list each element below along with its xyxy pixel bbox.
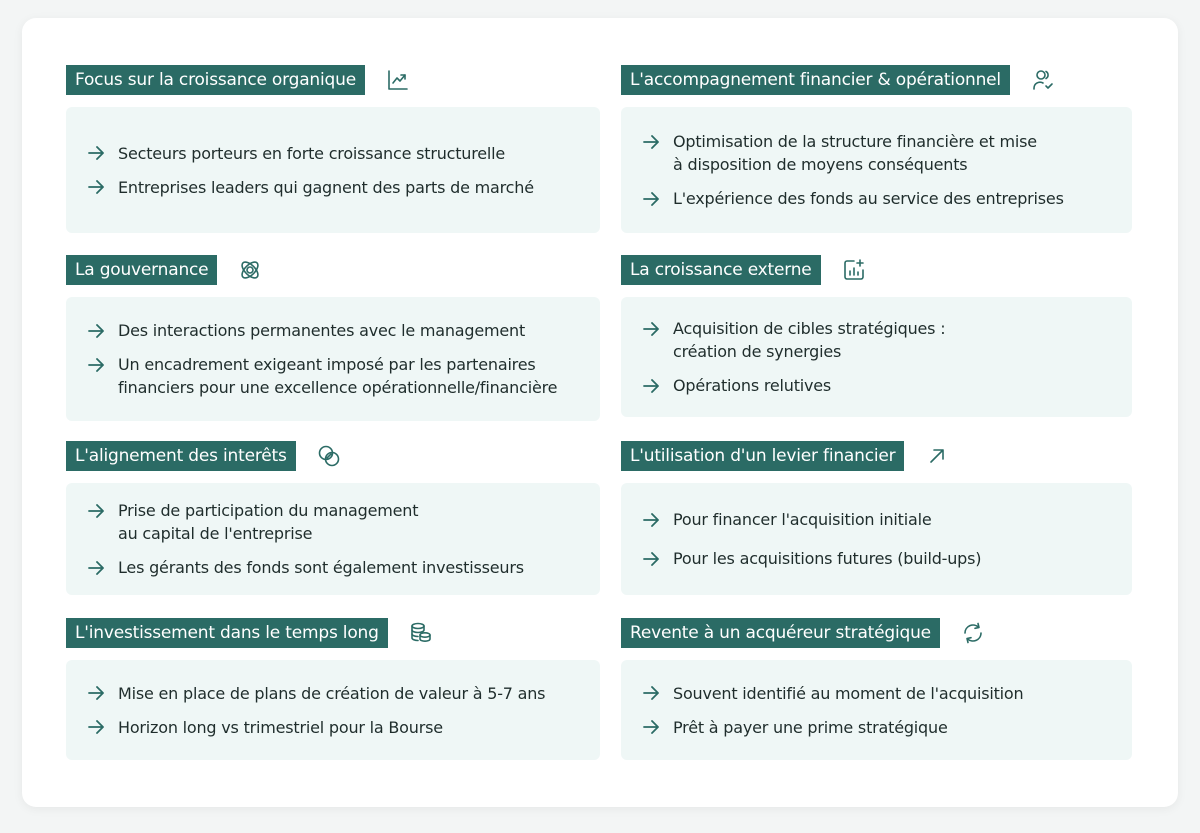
refresh-cycle-icon xyxy=(960,620,986,646)
trending-chart-icon xyxy=(385,67,411,93)
arrow-right-icon xyxy=(88,353,106,376)
section-title: L'investissement dans le temps long xyxy=(66,618,388,648)
content-card xyxy=(22,18,1178,807)
list-item: Secteurs porteurs en forte croissance structurelle xyxy=(88,142,580,165)
arrow-right-icon xyxy=(643,374,661,397)
section-panel xyxy=(66,483,600,595)
list-item: Des interactions permanentes avec le management xyxy=(88,319,580,342)
list-item: Entreprises leaders qui gagnent des parts de marché xyxy=(88,176,580,199)
list-item: Un encadrement exigeant imposé par les partenaires financiers pour une excellence opérationnelle/financière xyxy=(88,353,580,399)
list-item: Prise de participation du management au capital de l'entreprise xyxy=(88,499,580,545)
arrow-right-icon xyxy=(88,682,106,705)
section-title: La croissance externe xyxy=(621,255,821,285)
arrow-right-icon xyxy=(643,508,661,531)
list-item: Pour financer l'acquisition initiale xyxy=(643,508,1112,531)
section-external-growth xyxy=(621,255,1132,395)
list-item: Mise en place de plans de création de valeur à 5-7 ans xyxy=(88,682,580,705)
section-panel xyxy=(621,107,1132,233)
section-interest-alignment xyxy=(66,441,600,577)
arrow-right-icon xyxy=(643,317,661,340)
section-title: L'utilisation d'un levier financier xyxy=(621,441,904,471)
section-financial-leverage xyxy=(621,441,1132,568)
section-panel xyxy=(66,107,600,233)
list-item: L'expérience des fonds au service des entreprises xyxy=(643,187,1112,210)
section-governance xyxy=(66,255,600,397)
arrow-right-icon xyxy=(88,716,106,739)
list-item: Les gérants des fonds sont également investisseurs xyxy=(88,556,580,579)
list-item: Optimisation de la structure financière et mise à disposition de moyens conséquents xyxy=(643,130,1112,176)
section-title: L'accompagnement financier & opérationnel xyxy=(621,65,1010,95)
bar-chart-add-icon xyxy=(841,257,867,283)
arrow-right-icon xyxy=(88,319,106,342)
arrow-right-icon xyxy=(643,547,661,570)
list-item: Prêt à payer une prime stratégique xyxy=(643,716,1112,739)
section-organic-growth xyxy=(66,65,600,197)
list-item: Opérations relutives xyxy=(643,374,1112,397)
section-panel xyxy=(621,297,1132,417)
section-panel xyxy=(621,483,1132,595)
coins-stack-icon xyxy=(408,620,434,646)
arrow-right-icon xyxy=(88,176,106,199)
list-item: Horizon long vs trimestriel pour la Bourse xyxy=(88,716,580,739)
arrow-right-icon xyxy=(88,142,106,165)
section-strategic-resale xyxy=(621,618,1132,737)
section-financial-support xyxy=(621,65,1132,208)
section-title: Focus sur la croissance organique xyxy=(66,65,365,95)
arrow-right-icon xyxy=(88,556,106,579)
arrow-right-icon xyxy=(643,187,661,210)
arrow-right-icon xyxy=(643,716,661,739)
section-panel xyxy=(66,660,600,760)
arrow-right-icon xyxy=(643,130,661,153)
list-item: Souvent identifié au moment de l'acquisition xyxy=(643,682,1112,705)
section-panel xyxy=(621,660,1132,760)
section-title: Revente à un acquéreur stratégique xyxy=(621,618,940,648)
list-item: Pour les acquisitions futures (build-ups) xyxy=(643,547,1112,570)
list-item: Acquisition de cibles stratégiques : création de synergies xyxy=(643,317,1112,363)
section-title: L'alignement des interêts xyxy=(66,441,296,471)
orbit-icon xyxy=(237,257,263,283)
section-long-term-investment xyxy=(66,618,600,737)
arrow-right-icon xyxy=(643,682,661,705)
user-check-icon xyxy=(1030,67,1056,93)
section-title: La gouvernance xyxy=(66,255,217,285)
section-panel xyxy=(66,297,600,421)
arrow-up-right-icon xyxy=(924,443,950,469)
arrow-right-icon xyxy=(88,499,106,522)
overlapping-circles-icon xyxy=(316,443,342,469)
